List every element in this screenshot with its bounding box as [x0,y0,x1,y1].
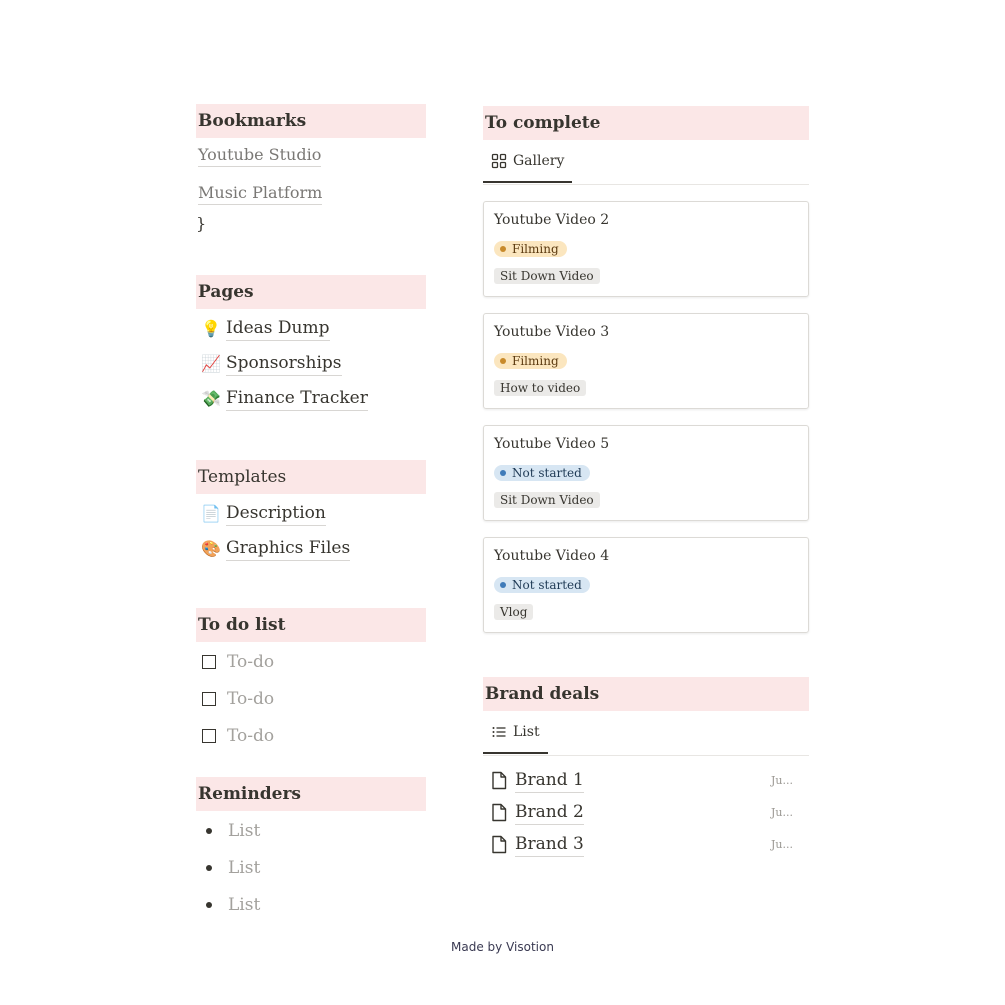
pages-section [196,275,426,416]
brand-label[interactable]: Brand 2 [515,800,584,825]
type-tag: How to video [494,380,586,396]
to-complete-section [483,106,809,633]
reminder-item[interactable] [196,849,426,886]
gallery-card[interactable] [483,425,809,521]
todo-heading: To do list [196,608,426,642]
card-title: Youtube Video 3 [494,324,610,340]
date-value: Ju... [771,773,793,787]
gallery-card[interactable] [483,201,809,297]
document-icon: 📄 [201,503,221,523]
todo-placeholder[interactable]: To-do [227,688,275,709]
checkbox[interactable] [202,729,216,743]
money-wings-icon: 💸 [201,388,221,408]
brand-deals-heading: Brand deals [483,677,809,711]
list-item[interactable] [483,828,809,860]
bullet-icon [206,828,212,834]
tab-label[interactable]: List [513,723,540,740]
todo-item[interactable] [196,717,426,754]
page-document-icon [483,803,515,822]
bullet-icon [206,902,212,908]
page-document-icon [483,771,515,790]
bookmark-link-youtube-studio[interactable] [196,138,426,176]
card-title: Youtube Video 5 [494,436,610,452]
status-dot-icon [500,246,506,252]
status-label: Filming [512,242,559,256]
todo-placeholder[interactable]: To-do [227,651,275,672]
chart-up-icon: 📈 [201,353,221,373]
status-badge [494,353,567,369]
page-link-finance-tracker[interactable] [196,381,426,416]
todo-item[interactable] [196,680,426,717]
reminders-heading: Reminders [196,777,426,811]
page-label[interactable]: Finance Tracker [226,386,368,411]
type-tag: Sit Down Video [494,492,600,508]
reminder-item[interactable] [196,812,426,849]
status-dot-icon [500,358,506,364]
page-link-ideas-dump[interactable] [196,311,426,346]
view-tabbar [483,140,809,185]
bookmarks-heading: Bookmarks [196,104,426,138]
type-tag: Sit Down Video [494,268,600,284]
page-document-icon [483,835,515,854]
page-label[interactable]: Sponsorships [226,351,342,376]
brand-label[interactable]: Brand 3 [515,832,584,857]
reminder-placeholder[interactable]: List [228,820,261,841]
bookmark-label[interactable]: Youtube Studio [198,145,321,167]
todo-section [196,608,426,754]
tab-label[interactable]: Gallery [513,152,565,169]
todo-placeholder[interactable]: To-do [227,725,275,746]
bookmark-link-music-platform[interactable] [196,176,426,214]
status-badge [494,465,590,481]
gallery-grid-icon [491,153,507,169]
palette-icon: 🎨 [201,538,221,558]
template-link-graphics-files[interactable] [196,531,426,566]
type-tag: Vlog [494,604,533,620]
bullet-icon [206,865,212,871]
gallery-card[interactable] [483,537,809,633]
reminder-item[interactable] [196,886,426,923]
view-tabbar [483,711,809,756]
status-label: Filming [512,354,559,368]
page-link-sponsorships[interactable] [196,346,426,381]
checkbox[interactable] [202,655,216,669]
list-item[interactable] [483,764,809,796]
footer-credit: Made by Visotion [451,940,554,954]
reminder-placeholder[interactable]: List [228,857,261,878]
template-link-description[interactable] [196,496,426,531]
card-title: Youtube Video 4 [494,548,610,564]
tab-gallery[interactable] [483,140,572,183]
bookmarks-section: Bookmarks Youtube Studio Music Platform } [196,104,426,233]
status-label: Not started [512,578,582,592]
status-badge [494,241,567,257]
reminders-section [196,777,426,923]
lightbulb-icon: 💡 [201,318,221,338]
tab-list[interactable] [483,711,548,754]
pages-heading: Pages [196,275,426,309]
card-title: Youtube Video 2 [494,212,610,228]
page-label[interactable]: Ideas Dump [226,316,330,341]
todo-item[interactable] [196,643,426,680]
status-label: Not started [512,466,582,480]
date-value: Ju... [771,837,793,851]
bookmark-label[interactable]: Music Platform [198,183,322,205]
gallery-card[interactable] [483,313,809,409]
to-complete-heading: To complete [483,106,809,140]
templates-section [196,460,426,566]
brand-label[interactable]: Brand 1 [515,768,584,793]
list-icon [491,724,507,740]
template-label[interactable]: Graphics Files [226,536,350,561]
status-dot-icon [500,582,506,588]
brand-deals-section [483,677,809,860]
status-dot-icon [500,470,506,476]
status-badge [494,577,590,593]
templates-heading: Templates [196,460,426,494]
date-value: Ju... [771,805,793,819]
list-item[interactable] [483,796,809,828]
reminder-placeholder[interactable]: List [228,894,261,915]
template-label[interactable]: Description [226,501,326,526]
right-column [483,106,809,860]
checkbox[interactable] [202,692,216,706]
left-column [196,104,426,923]
